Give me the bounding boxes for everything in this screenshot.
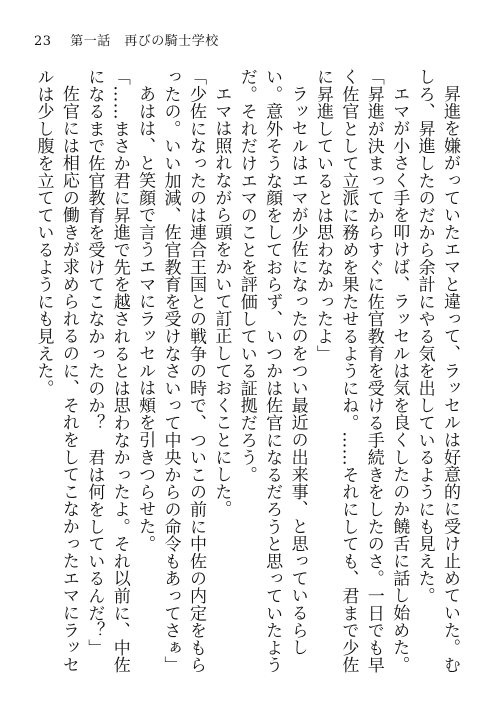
running-header [34,30,219,49]
dialogue-paragraph: 「少佐になったのは連合王国との戦争の時で、ついこの前に中佐の内定をもらったの。いい加減、佐官教育を受けなさいって中央からの命令もあってさぁ」 [160,68,206,674]
dialogue-paragraph: 「……まさか君に昇進で先を越されるとは思わなかったよ。それ以前に、中佐になるまで佐官教育を受けてこなかったのか？ 君は何をしているんだ？」 [84,68,130,674]
paragraph: エマが小さく手を叩けば、ラッセルは気を良くしたのか饒舌に話し始めた。 [389,85,410,674]
paragraph: ラッセルはエマが少佐になったのをつい最近の出来事、と思っているらしい。意外そうな顔をしておらず、いつかは佐官になるだろうと思っていたようだ。それだけエマのことを評価している証拠だろう。 [236,68,308,674]
vertical-body-text [32,68,462,678]
paragraph: エマは照れながら頭をかいて訂正しておくことにした。 [211,85,232,518]
page-number: 23 [34,34,52,49]
paragraph: 昇進を嫌がっていたエマと違って、ラッセルは好意的に受け止めていた。むしろ、昇進したのだから余計にやる気を出しているようにも見えた。 [414,68,460,674]
chapter-title: 第一話 再びの騎士学校 [70,34,219,49]
paragraph: 佐官には相応の働きが求められるのに、それをしてこなかったエマにラッセルは少し腹を立てているようにも見えた。 [33,68,79,674]
dialogue-paragraph: 「昇進が決まってからすぐに佐官教育を受ける手続きをしたのさ。一日でも早く佐官として立派に務めを果たせるようにね。……それにしても、君まで少佐に昇進しているとは思わなかったよ」 [312,68,384,674]
paragraph: あはは、と笑顔で言うエマにラッセルは頰を引きつらせた。 [135,85,156,553]
